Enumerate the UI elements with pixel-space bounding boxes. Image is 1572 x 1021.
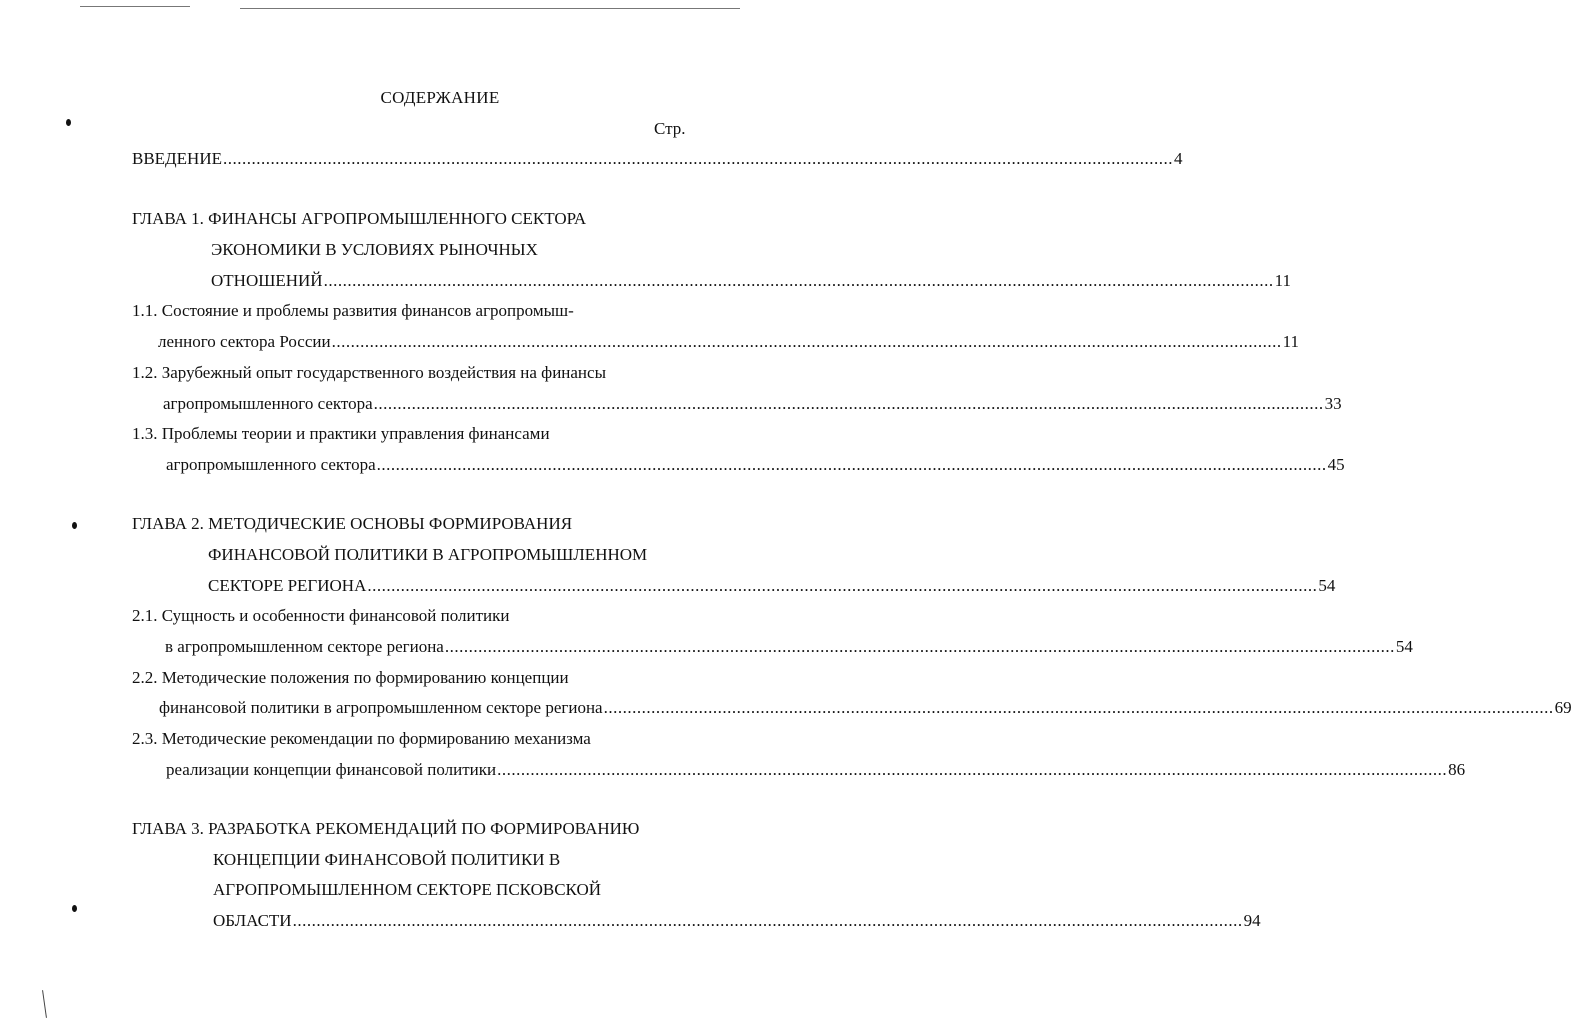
section-1-1-line-2: ленного сектора России bbox=[158, 332, 331, 351]
leader-dots: ........................................................................................................................................................................................................ bbox=[222, 149, 1173, 168]
section-1-1-line-1: 1.1. Состояние и проблемы развития финансов агропромыш- bbox=[132, 301, 574, 320]
toc-page-number: 86 bbox=[1448, 760, 1466, 779]
section-2-1-line-1: 2.1. Сущность и особенности финансовой политики bbox=[132, 606, 510, 625]
toc-entry-section-1-1 bbox=[158, 332, 1299, 352]
page-column-label: Стр. bbox=[654, 119, 686, 138]
scan-top-rule-right bbox=[240, 8, 740, 9]
leader-dots: ........................................................................................................................................................................................................ bbox=[603, 698, 1554, 717]
chapter-3-heading-line-3: АГРОПРОМЫШЛЕННОМ СЕКТОРЕ ПСКОВСКОЙ bbox=[213, 880, 602, 899]
chapter-1-heading-line-2: ЭКОНОМИКИ В УСЛОВИЯХ РЫНОЧНЫХ bbox=[211, 240, 538, 259]
toc-page-number: 54 bbox=[1395, 637, 1413, 656]
toc-entry-label: ВВЕДЕНИЕ bbox=[132, 149, 222, 168]
chapter-2-heading-line-2: ФИНАНСОВОЙ ПОЛИТИКИ В АГРОПРОМЫШЛЕННОМ bbox=[208, 545, 648, 564]
leader-dots: ........................................................................................................................................................................................................ bbox=[444, 637, 1395, 656]
binding-hole-mark bbox=[72, 522, 77, 529]
chapter-2-heading-line-3: СЕКТОРЕ РЕГИОНА bbox=[208, 576, 367, 595]
toc-entry-intro bbox=[132, 149, 1183, 169]
toc-page-number: 11 bbox=[1282, 332, 1299, 351]
section-2-3-line-2: реализации концепции финансовой политики bbox=[166, 760, 497, 779]
chapter-3-heading-line-2: КОНЦЕПЦИИ ФИНАНСОВОЙ ПОЛИТИКИ В bbox=[213, 850, 561, 869]
scan-edge-mark bbox=[42, 990, 47, 1018]
toc-entry-chapter-1 bbox=[211, 271, 1291, 291]
leader-dots: ........................................................................................................................................................................................................ bbox=[497, 760, 1448, 779]
section-2-3-line-1: 2.3. Методические рекомендации по формированию механизма bbox=[132, 729, 591, 748]
chapter-3-heading-line-1: ГЛАВА 3. РАЗРАБОТКА РЕКОМЕНДАЦИЙ ПО ФОРМИРОВАНИЮ bbox=[132, 819, 640, 838]
leader-dots: ........................................................................................................................................................................................................ bbox=[367, 576, 1318, 595]
scan-top-rule-left bbox=[80, 6, 190, 7]
leader-dots: ........................................................................................................................................................................................................ bbox=[373, 394, 1324, 413]
toc-entry-section-2-1 bbox=[165, 637, 1413, 657]
leader-dots: ........................................................................................................................................................................................................ bbox=[323, 271, 1274, 290]
toc-entry-section-2-3 bbox=[166, 760, 1466, 780]
chapter-1-heading-line-1: ГЛАВА 1. ФИНАНСЫ АГРОПРОМЫШЛЕННОГО СЕКТОРА bbox=[132, 209, 587, 228]
toc-page-number: 33 bbox=[1324, 394, 1342, 413]
section-2-1-line-2: в агропромышленном секторе региона bbox=[165, 637, 444, 656]
toc-page-number: 69 bbox=[1554, 698, 1572, 717]
toc-page-number: 54 bbox=[1318, 576, 1336, 595]
section-1-3-line-2: агропромышленного сектора bbox=[166, 455, 376, 474]
toc-page-number: 4 bbox=[1173, 149, 1183, 168]
chapter-1-heading-line-3: ОТНОШЕНИЙ bbox=[211, 271, 323, 290]
section-1-3-line-1: 1.3. Проблемы теории и практики управления финансами bbox=[132, 424, 550, 443]
leader-dots: ........................................................................................................................................................................................................ bbox=[331, 332, 1282, 351]
section-2-2-line-2: финансовой политики в агропромышленном секторе региона bbox=[159, 698, 603, 717]
page-title: СОДЕРЖАНИЕ bbox=[380, 88, 500, 107]
chapter-3-heading-line-4: ОБЛАСТИ bbox=[213, 911, 292, 930]
section-2-2-line-1: 2.2. Методические положения по формированию концепции bbox=[132, 668, 569, 687]
toc-entry-chapter-3 bbox=[213, 911, 1261, 931]
leader-dots: ........................................................................................................................................................................................................ bbox=[376, 455, 1327, 474]
toc-page-number: 94 bbox=[1243, 911, 1261, 930]
chapter-2-heading-line-1: ГЛАВА 2. МЕТОДИЧЕСКИЕ ОСНОВЫ ФОРМИРОВАНИЯ bbox=[132, 514, 573, 533]
toc-entry-chapter-2 bbox=[208, 576, 1336, 596]
toc-page-number: 11 bbox=[1274, 271, 1291, 290]
binding-hole-mark bbox=[66, 119, 71, 126]
leader-dots: ........................................................................................................................................................................................................ bbox=[292, 911, 1243, 930]
binding-hole-mark bbox=[72, 905, 77, 912]
section-1-2-line-2: агропромышленного сектора bbox=[163, 394, 373, 413]
toc-entry-section-1-3 bbox=[166, 455, 1345, 475]
toc-entry-section-1-2 bbox=[163, 394, 1342, 414]
toc-page-number: 45 bbox=[1327, 455, 1345, 474]
toc-entry-section-2-2 bbox=[159, 698, 1572, 718]
section-1-2-line-1: 1.2. Зарубежный опыт государственного воздействия на финансы bbox=[132, 363, 606, 382]
